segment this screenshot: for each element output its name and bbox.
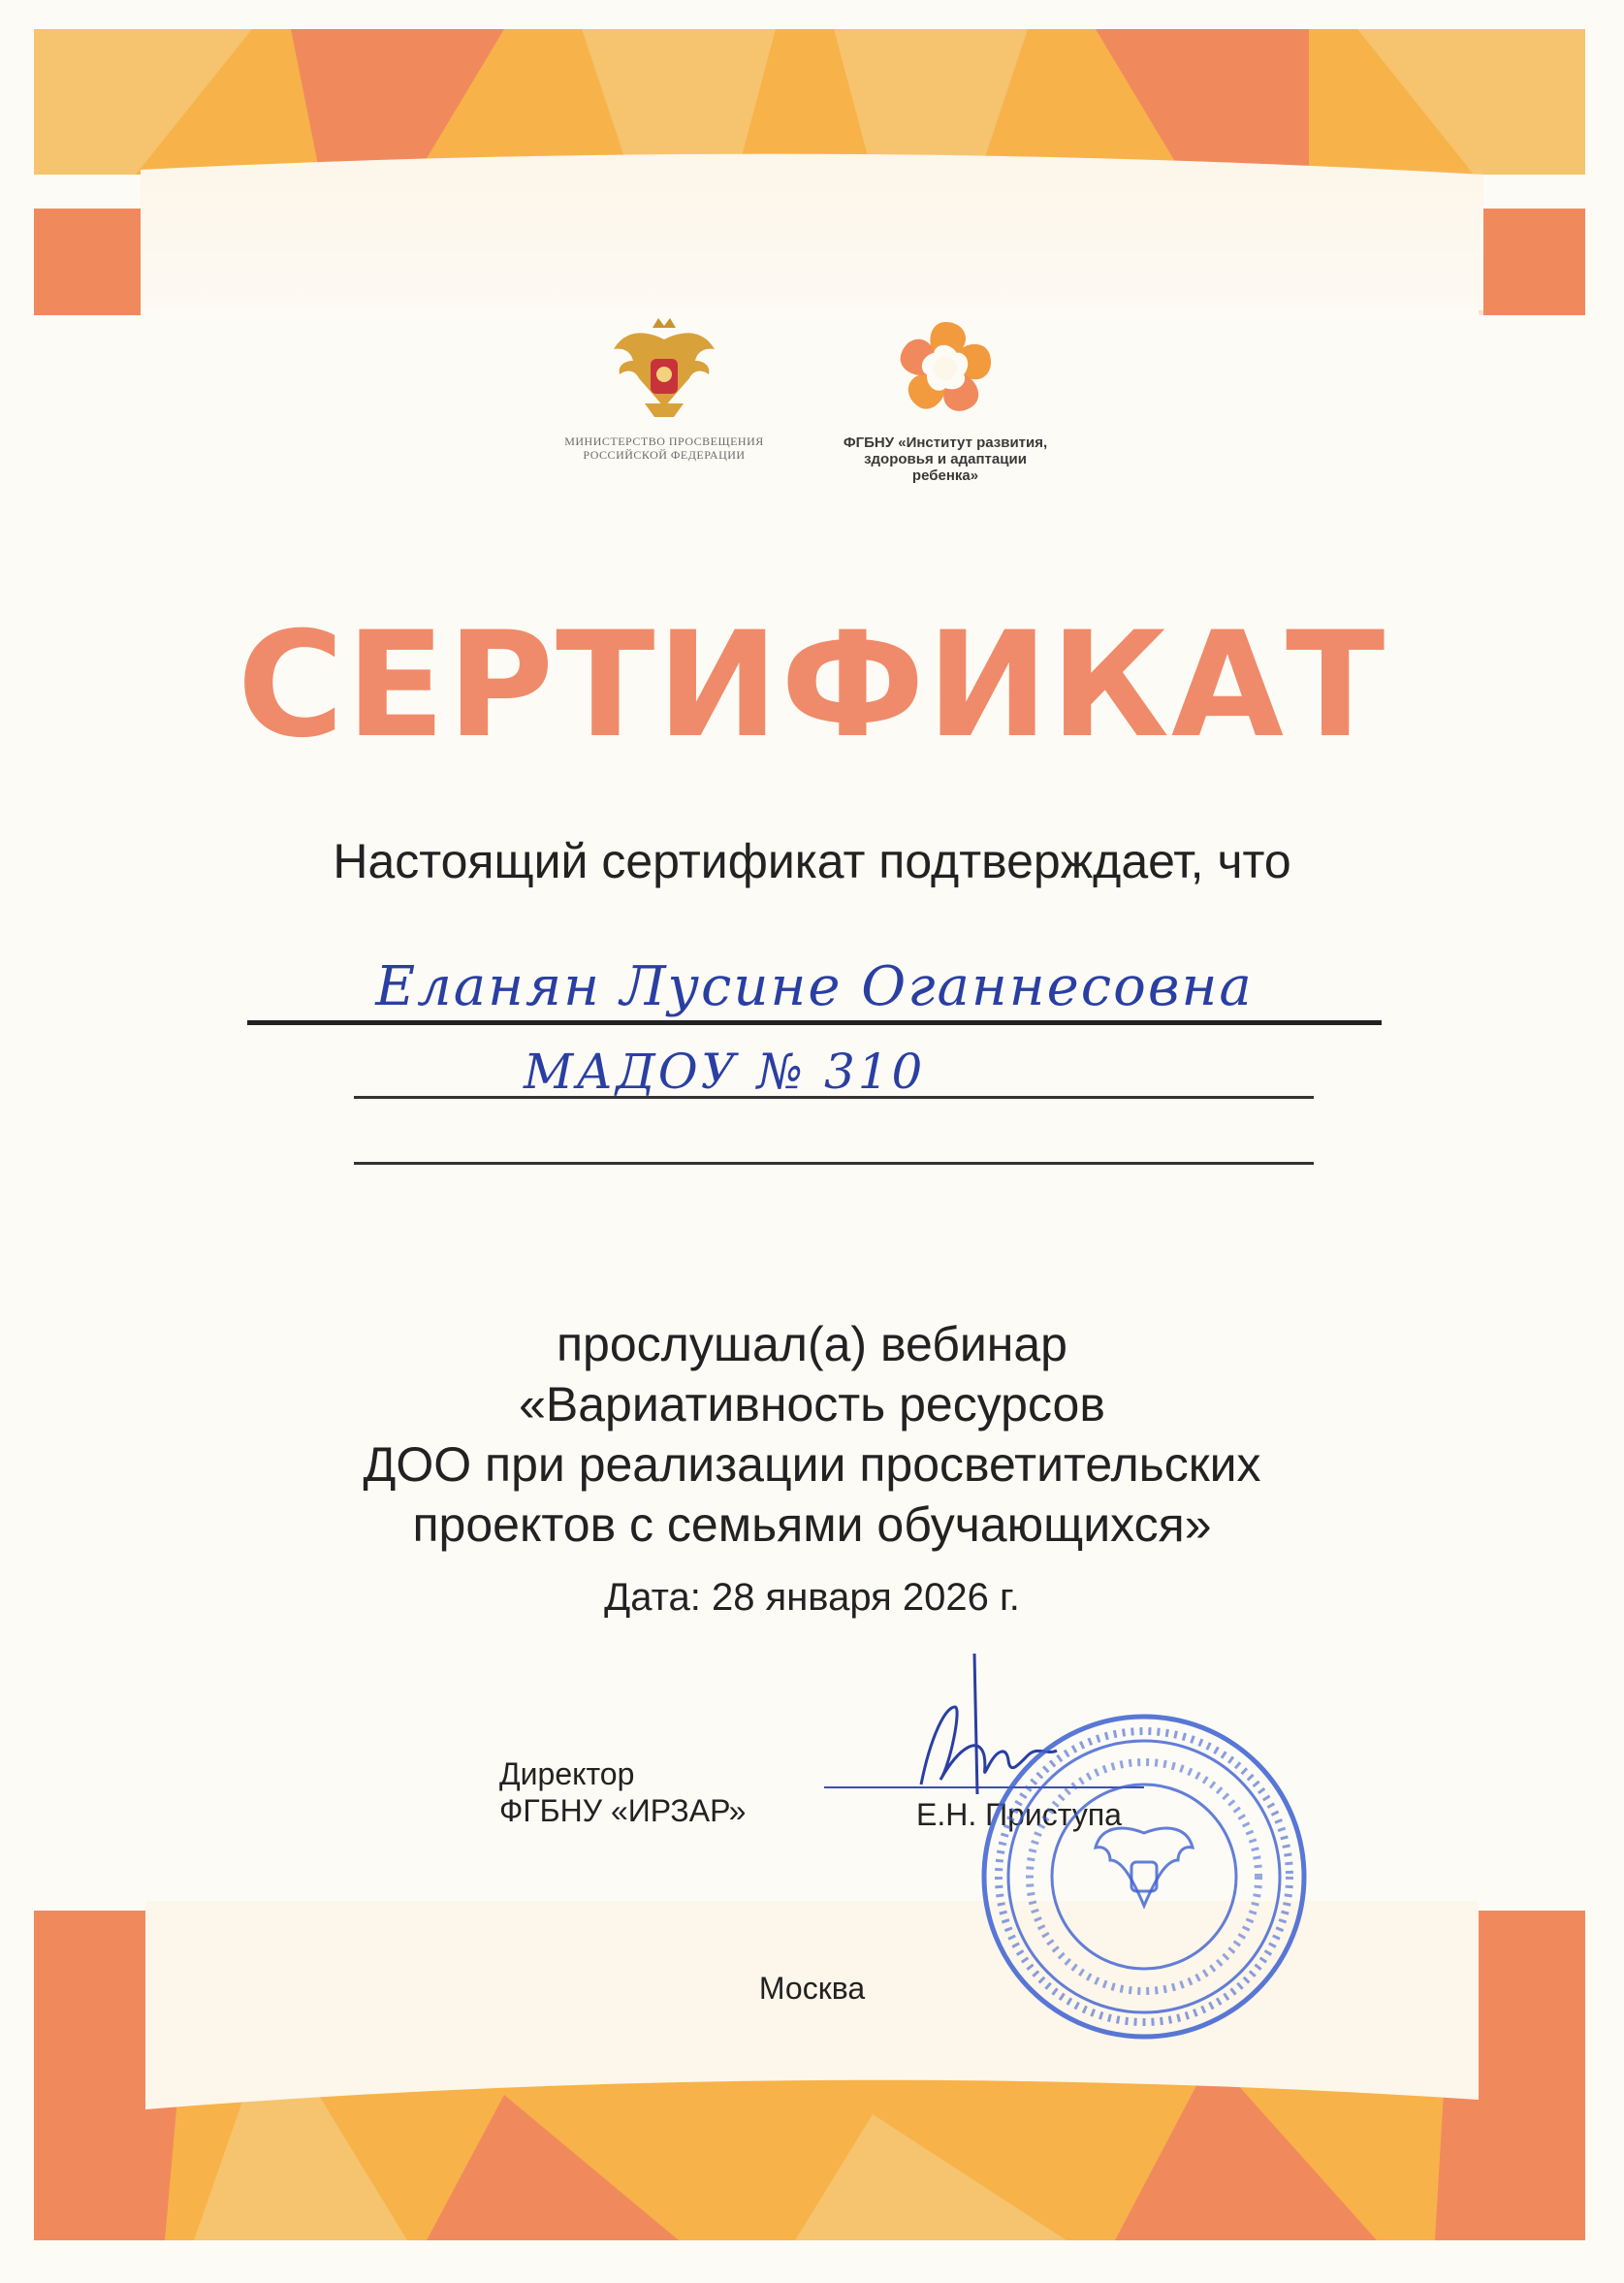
signatory-position-line-1: Директор (499, 1756, 635, 1791)
institute-logo (819, 310, 1071, 484)
signatory-position-line-2: ФГБНУ «ИРЗАР» (499, 1793, 747, 1828)
name-underline (247, 1020, 1382, 1025)
logos-row (0, 310, 1624, 504)
institute-caption-line-1: ФГБНУ «Институт развития, (843, 434, 1048, 451)
city-label: Москва (758, 1971, 866, 2006)
institute-caption-line-2: здоровья и адаптации (864, 451, 1027, 467)
signatory-position (499, 1755, 746, 1829)
recipient-name: Еланян Лусине Оганнесовна (375, 955, 1254, 1018)
body-line-3: ДОО при реализации просветительских (363, 1437, 1261, 1492)
certificate-date: Дата: 28 января 2026 г. (604, 1576, 1020, 1619)
body-line-4: проектов с семьями обучающихся» (412, 1497, 1212, 1552)
ministry-caption-line-2: РОССИЙСКОЙ ФЕДЕРАЦИИ (583, 448, 746, 462)
certificate-subtitle: Настоящий сертификат подтверждает, что (333, 834, 1291, 888)
signatory-name: Е.Н. Приступа (916, 1797, 1122, 1832)
body-line-1: прослушал(а) вебинар (556, 1317, 1067, 1371)
ministry-logo (548, 310, 780, 462)
blank-underline (354, 1162, 1314, 1165)
double-headed-eagle-icon (606, 310, 722, 427)
flower-swirl-icon (887, 310, 1003, 427)
ministry-caption-line-1: МИНИСТЕРСТВО ПРОСВЕЩЕНИЯ (564, 434, 764, 448)
body-line-2: «Вариативность ресурсов (519, 1377, 1105, 1431)
recipient-organization: МАДОУ № 310 (524, 1044, 926, 1100)
org-underline (354, 1096, 1314, 1099)
institute-caption-line-3: ребенка» (911, 467, 979, 484)
webinar-description (0, 1314, 1624, 1555)
certificate-title: СЕРТИФИКАТ (237, 601, 1387, 770)
